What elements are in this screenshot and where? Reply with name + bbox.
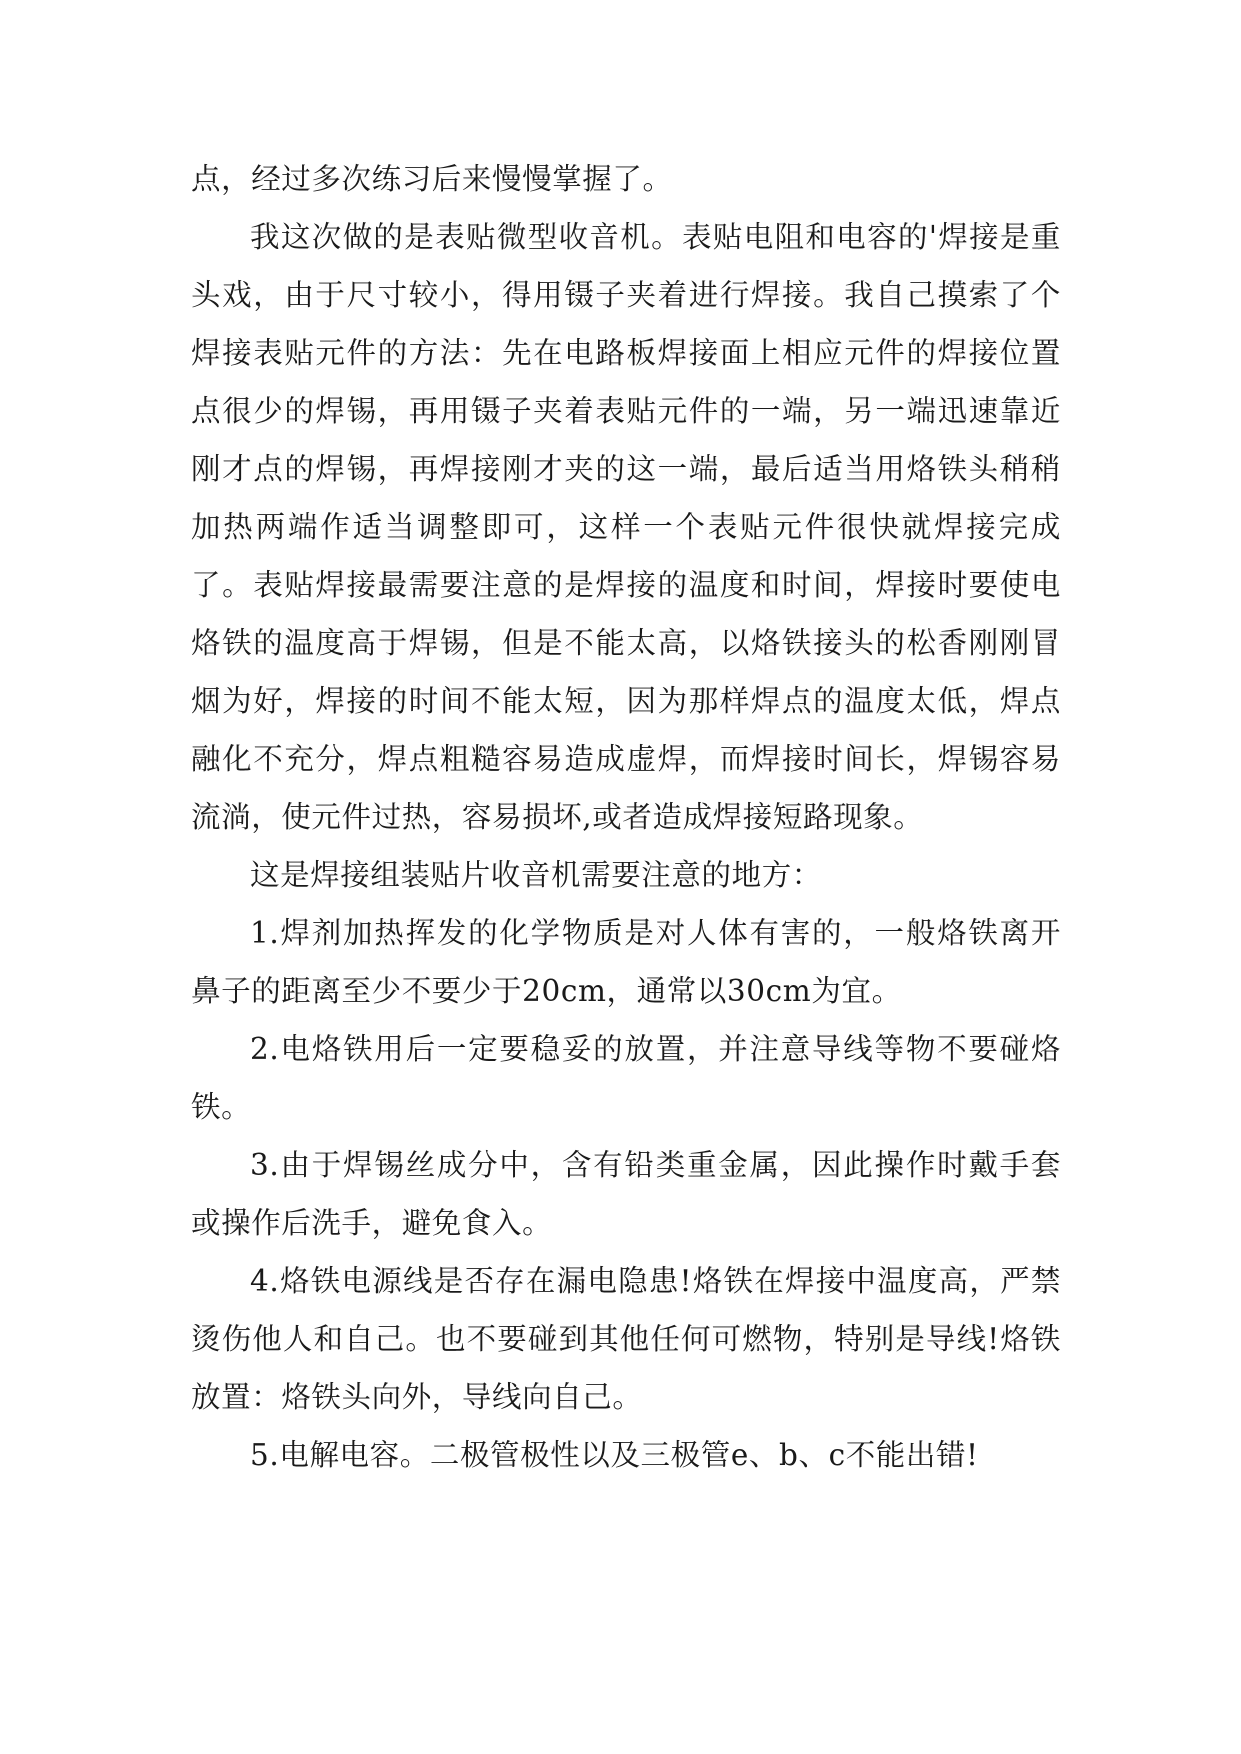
paragraph-2: 我这次做的是表贴微型收音机。表贴电阻和电容的'焊接是重头戏，由于尺寸较小，得用镊子夹着进行焊接。我自己摸索了个焊接表贴元件的方法：先在电路板焊接面上相应元件的焊接位置点很少的焊锡，再用镊子夹着表贴元件的一端，另一端迅速靠近刚才点的焊锡，再焊接刚才夹的这一端，最后适当用烙铁头稍稍加热两端作适当调整即可，这样一个表贴元件很快就焊接完成了。表贴焊接最需要注意的是焊接的温度和时间，焊接时要使电烙铁的温度高于焊锡，但是不能太高，以烙铁接头的松香刚刚冒烟为好，焊接的时间不能太短，因为那样焊点的温度太低，焊点融化不充分，焊点粗糙容易造成虚焊，而焊接时间长，焊锡容易流淌，使元件过热，容易损坏,或者造成焊接短路现象。 xyxy=(191,220,1061,834)
document-body xyxy=(191,150,1061,1484)
list-item-1: 1.焊剂加热挥发的化学物质是对人体有害的，一般烙铁离开鼻子的距离至少不要少于20cm，通常以30cm为宜。 xyxy=(191,916,1061,1008)
paragraph-1: 点，经过多次练习后来慢慢掌握了。 xyxy=(191,162,673,196)
list-item-4: 4.烙铁电源线是否存在漏电隐患!烙铁在焊接中温度高，严禁烫伤他人和自己。也不要碰到其他任何可燃物，特别是导线!烙铁放置：烙铁头向外，导线向自己。 xyxy=(191,1264,1061,1414)
list-item-5: 5.电解电容。二极管极性以及三极管e、b、c不能出错! xyxy=(250,1438,979,1472)
list-item-2: 2.电烙铁用后一定要稳妥的放置，并注意导线等物不要碰烙铁。 xyxy=(191,1032,1061,1124)
list-item-3: 3.由于焊锡丝成分中，含有铅类重金属，因此操作时戴手套或操作后洗手，避免食入。 xyxy=(191,1148,1061,1240)
paragraph-3: 这是焊接组装贴片收音机需要注意的地方： xyxy=(250,858,822,892)
